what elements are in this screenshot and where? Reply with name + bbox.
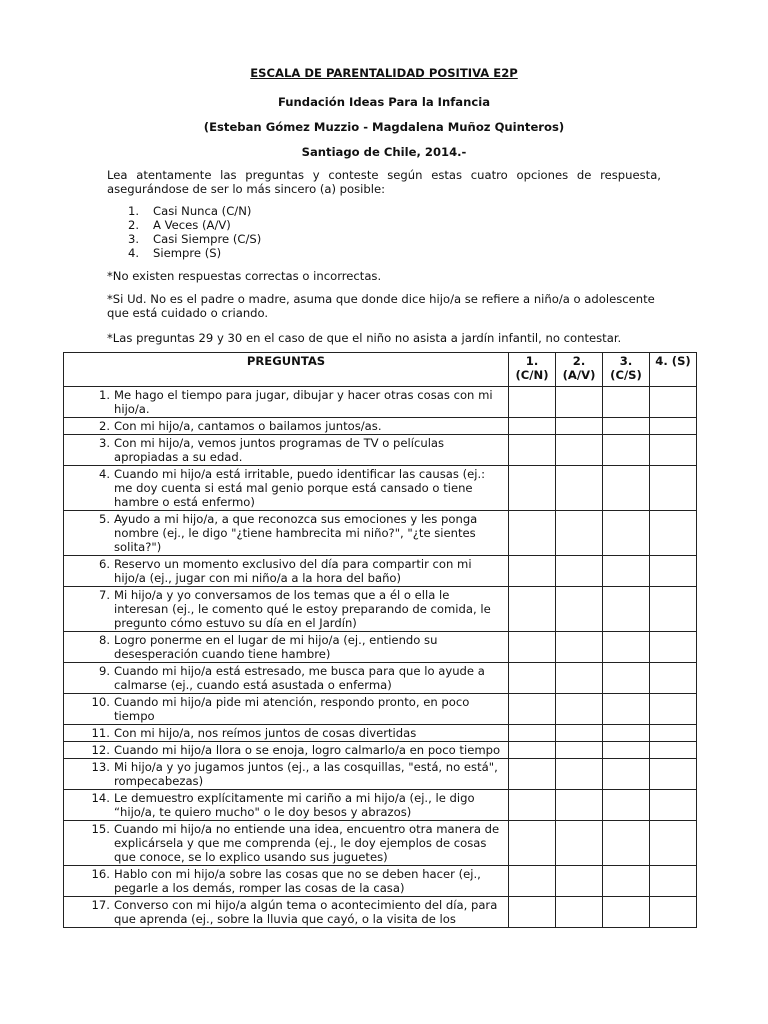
answer-cell-siempre[interactable] <box>650 742 697 759</box>
option-label: A Veces (A/V) <box>153 218 231 232</box>
option-number: 2. <box>128 218 140 232</box>
answer-option <box>128 232 261 246</box>
answer-cell-casi-siempre[interactable] <box>603 821 650 866</box>
answer-cell-casi-nunca[interactable] <box>509 790 556 821</box>
question-cell <box>64 587 509 632</box>
answer-cell-siempre[interactable] <box>650 790 697 821</box>
answer-cell-siempre[interactable] <box>650 694 697 725</box>
answer-cell-casi-nunca[interactable] <box>509 587 556 632</box>
answer-cell-casi-siempre[interactable] <box>603 632 650 663</box>
question-cell <box>64 418 509 435</box>
question-text: Logro ponerme en el lugar de mi hijo/a (ej., entiendo su desesperación cuando tiene hambre) <box>114 633 438 661</box>
instructions-paragraph: Lea atentamente las preguntas y conteste según estas cuatro opciones de respuesta, asegurándose de ser lo más sincero (a) posible: <box>107 168 661 196</box>
option-label: Casi Nunca (C/N) <box>153 204 252 218</box>
question-cell <box>64 821 509 866</box>
answer-cell-casi-siempre[interactable] <box>603 418 650 435</box>
question-text: Cuando mi hijo/a está estresado, me busca para que lo ayude a calmarse (ej., cuando está asustada o enferma) <box>114 664 485 692</box>
option-number: 3. <box>128 232 140 246</box>
column-header-casi-nunca: 1. (C/N) <box>509 353 556 387</box>
answer-cell-casi-siempre[interactable] <box>603 725 650 742</box>
table-row <box>64 759 697 790</box>
questions-table <box>63 352 697 928</box>
answer-cell-casi-nunca[interactable] <box>509 866 556 897</box>
note-guardian: *Si Ud. No es el padre o madre, asuma que donde dice hijo/a se refiere a niño/a o adolescente que está cuidado o criando. <box>107 292 655 320</box>
option-number: 4. <box>128 246 140 260</box>
answer-cell-casi-nunca[interactable] <box>509 742 556 759</box>
answer-options-list <box>128 204 261 260</box>
answer-cell-casi-siempre[interactable] <box>603 387 650 418</box>
question-number: 3. <box>98 436 110 450</box>
answer-cell-casi-nunca[interactable] <box>509 632 556 663</box>
question-text: Cuando mi hijo/a no entiende una idea, encuentro otra manera de explicársela y que me comprenda (ej., le doy ejemplos de cosas que conoce, se lo explico usando sus juguetes) <box>114 822 500 864</box>
answer-cell-siempre[interactable] <box>650 759 697 790</box>
answer-cell-casi-siempre[interactable] <box>603 511 650 556</box>
question-cell <box>64 866 509 897</box>
question-text: Con mi hijo/a, nos reímos juntos de cosas divertidas <box>114 726 417 740</box>
question-cell <box>64 466 509 511</box>
question-cell <box>64 725 509 742</box>
column-header-siempre: 4. (S) <box>650 353 697 387</box>
answer-cell-casi-siempre[interactable] <box>603 897 650 928</box>
answer-cell-siempre[interactable] <box>650 466 697 511</box>
question-cell <box>64 435 509 466</box>
question-text: Mi hijo/a y yo conversamos de los temas que a él o ella le interesan (ej., le comento qué le estoy preparando de comida, le pregunto cómo estuvo su día en el Jardín) <box>114 588 491 630</box>
question-cell <box>64 759 509 790</box>
answer-cell-siempre[interactable] <box>650 897 697 928</box>
question-cell <box>64 632 509 663</box>
questions-table-body <box>64 387 697 928</box>
table-row <box>64 418 697 435</box>
question-text: Con mi hijo/a, cantamos o bailamos juntos/as. <box>114 419 382 433</box>
answer-cell-a-veces[interactable] <box>556 897 603 928</box>
answer-cell-a-veces[interactable] <box>556 587 603 632</box>
answer-cell-a-veces[interactable] <box>556 866 603 897</box>
question-number: 1. <box>98 388 110 402</box>
question-cell <box>64 742 509 759</box>
answer-cell-siempre[interactable] <box>650 387 697 418</box>
question-number: 9. <box>98 664 110 678</box>
question-text: Cuando mi hijo/a llora o se enoja, logro calmarlo/a en poco tiempo <box>114 743 501 757</box>
answer-cell-casi-siempre[interactable] <box>603 790 650 821</box>
question-number: 12. <box>91 743 110 757</box>
answer-cell-siempre[interactable] <box>650 725 697 742</box>
question-number: 11. <box>91 726 110 740</box>
question-number: 4. <box>98 467 110 481</box>
answer-option <box>128 218 261 232</box>
answer-cell-siempre[interactable] <box>650 587 697 632</box>
question-text: Ayudo a mi hijo/a, a que reconozca sus emociones y les ponga nombre (ej., le digo "¿tiene hambrecita mi niño?", "¿te sientes solita?") <box>114 512 478 554</box>
note-no-correct-answers: *No existen respuestas correctas o incorrectas. <box>107 269 382 283</box>
answer-cell-siempre[interactable] <box>650 556 697 587</box>
question-number: 14. <box>91 791 110 805</box>
answer-cell-casi-nunca[interactable] <box>509 435 556 466</box>
question-text: Cuando mi hijo/a pide mi atención, respondo pronto, en poco tiempo <box>114 695 470 723</box>
answer-cell-casi-nunca[interactable] <box>509 759 556 790</box>
table-row <box>64 387 697 418</box>
answer-cell-casi-nunca[interactable] <box>509 725 556 742</box>
option-label: Siempre (S) <box>153 246 222 260</box>
answer-cell-casi-nunca[interactable] <box>509 556 556 587</box>
table-row <box>64 556 697 587</box>
answer-cell-casi-siempre[interactable] <box>603 742 650 759</box>
place-date-line: Santiago de Chile, 2014.- <box>301 145 467 159</box>
question-cell <box>64 663 509 694</box>
answer-cell-casi-nunca[interactable] <box>509 663 556 694</box>
answer-cell-a-veces[interactable] <box>556 742 603 759</box>
question-text: Mi hijo/a y yo jugamos juntos (ej., a las cosquillas, "está, no está", rompecabezas) <box>114 760 498 788</box>
table-row <box>64 790 697 821</box>
answer-cell-siempre[interactable] <box>650 418 697 435</box>
option-number: 1. <box>128 204 140 218</box>
table-row <box>64 821 697 866</box>
answer-option <box>128 204 261 218</box>
table-row <box>64 511 697 556</box>
question-cell <box>64 790 509 821</box>
organization-name: Fundación Ideas Para la Infancia <box>277 95 491 109</box>
question-text: Reservo un momento exclusivo del día para compartir con mi hijo/a (ej., jugar con mi niño/a a la hora del baño) <box>114 557 472 585</box>
question-number: 17. <box>91 898 110 912</box>
answer-cell-a-veces[interactable] <box>556 511 603 556</box>
question-number: 16. <box>91 867 110 881</box>
answer-cell-a-veces[interactable] <box>556 790 603 821</box>
question-cell <box>64 511 509 556</box>
answer-cell-siempre[interactable] <box>650 632 697 663</box>
table-row <box>64 466 697 511</box>
table-header-row <box>64 353 697 387</box>
answer-cell-casi-siempre[interactable] <box>603 866 650 897</box>
answer-cell-siempre[interactable] <box>650 663 697 694</box>
question-text: Hablo con mi hijo/a sobre las cosas que no se deben hacer (ej., pegarle a los demás, romper las cosas de la casa) <box>114 867 481 895</box>
answer-cell-siempre[interactable] <box>650 435 697 466</box>
answer-cell-a-veces[interactable] <box>556 663 603 694</box>
question-cell <box>64 556 509 587</box>
question-number: 15. <box>91 822 110 836</box>
question-number: 2. <box>98 419 110 433</box>
answer-cell-casi-nunca[interactable] <box>509 511 556 556</box>
answer-cell-casi-siempre[interactable] <box>603 663 650 694</box>
table-row <box>64 725 697 742</box>
answer-cell-a-veces[interactable] <box>556 821 603 866</box>
table-row <box>64 663 697 694</box>
answer-cell-siempre[interactable] <box>650 866 697 897</box>
option-label: Casi Siempre (C/S) <box>153 232 262 246</box>
answer-cell-siempre[interactable] <box>650 511 697 556</box>
table-row <box>64 694 697 725</box>
question-text: Converso con mi hijo/a algún tema o acontecimiento del día, para que aprenda (ej., sobre la lluvia que cayó, o la visita de los <box>114 898 498 926</box>
answer-cell-a-veces[interactable] <box>556 466 603 511</box>
table-row <box>64 632 697 663</box>
question-text: Me hago el tiempo para jugar, dibujar y hacer otras cosas con mi hijo/a. <box>114 388 493 416</box>
table-row <box>64 866 697 897</box>
question-number: 6. <box>98 557 110 571</box>
answer-cell-a-veces[interactable] <box>556 725 603 742</box>
column-header-casi-siempre: 3. (C/S) <box>603 353 650 387</box>
answer-cell-casi-siempre[interactable] <box>603 435 650 466</box>
answer-cell-casi-siempre[interactable] <box>603 556 650 587</box>
question-number: 7. <box>98 588 110 602</box>
answer-cell-siempre[interactable] <box>650 821 697 866</box>
answer-cell-casi-nunca[interactable] <box>509 694 556 725</box>
question-cell <box>64 387 509 418</box>
answer-cell-a-veces[interactable] <box>556 694 603 725</box>
column-header-a-veces: 2. (A/V) <box>556 353 603 387</box>
question-text: Con mi hijo/a, vemos juntos programas de TV o películas apropiadas a su edad. <box>114 436 445 464</box>
question-number: 5. <box>98 512 110 526</box>
answer-cell-casi-siempre[interactable] <box>603 466 650 511</box>
authors-line: (Esteban Gómez Muzzio - Magdalena Muñoz Quinteros) <box>203 120 565 134</box>
answer-option <box>128 246 261 260</box>
answer-cell-casi-siempre[interactable] <box>603 759 650 790</box>
answer-cell-a-veces[interactable] <box>556 632 603 663</box>
answer-cell-a-veces[interactable] <box>556 556 603 587</box>
table-row <box>64 435 697 466</box>
answer-cell-casi-nunca[interactable] <box>509 387 556 418</box>
answer-cell-casi-siempre[interactable] <box>603 587 650 632</box>
answer-cell-a-veces[interactable] <box>556 435 603 466</box>
question-text: Cuando mi hijo/a está irritable, puedo identificar las causas (ej.: me doy cuenta si está mal genio porque está cansado o tiene hambre o está enfermo) <box>114 467 486 509</box>
answer-cell-a-veces[interactable] <box>556 418 603 435</box>
question-number: 8. <box>98 633 110 647</box>
note-questions-29-30: *Las preguntas 29 y 30 en el caso de que el niño no asista a jardín infantil, no contestar. <box>107 331 622 345</box>
question-cell <box>64 897 509 928</box>
answer-cell-casi-nunca[interactable] <box>509 466 556 511</box>
answer-cell-a-veces[interactable] <box>556 759 603 790</box>
answer-cell-casi-nunca[interactable] <box>509 897 556 928</box>
table-row <box>64 897 697 928</box>
question-text: Le demuestro explícitamente mi cariño a mi hijo/a (ej., le digo “hijo/a, te quiero mucho" o le doy besos y abrazos) <box>114 791 475 819</box>
question-cell <box>64 694 509 725</box>
document-title: ESCALA DE PARENTALIDAD POSITIVA E2P <box>250 66 518 80</box>
questions-column-header: PREGUNTAS <box>64 353 509 387</box>
answer-cell-casi-siempre[interactable] <box>603 694 650 725</box>
table-row <box>64 742 697 759</box>
answer-cell-casi-nunca[interactable] <box>509 821 556 866</box>
answer-cell-a-veces[interactable] <box>556 387 603 418</box>
answer-cell-casi-nunca[interactable] <box>509 418 556 435</box>
table-row <box>64 587 697 632</box>
question-number: 10. <box>91 695 110 709</box>
question-number: 13. <box>91 760 110 774</box>
